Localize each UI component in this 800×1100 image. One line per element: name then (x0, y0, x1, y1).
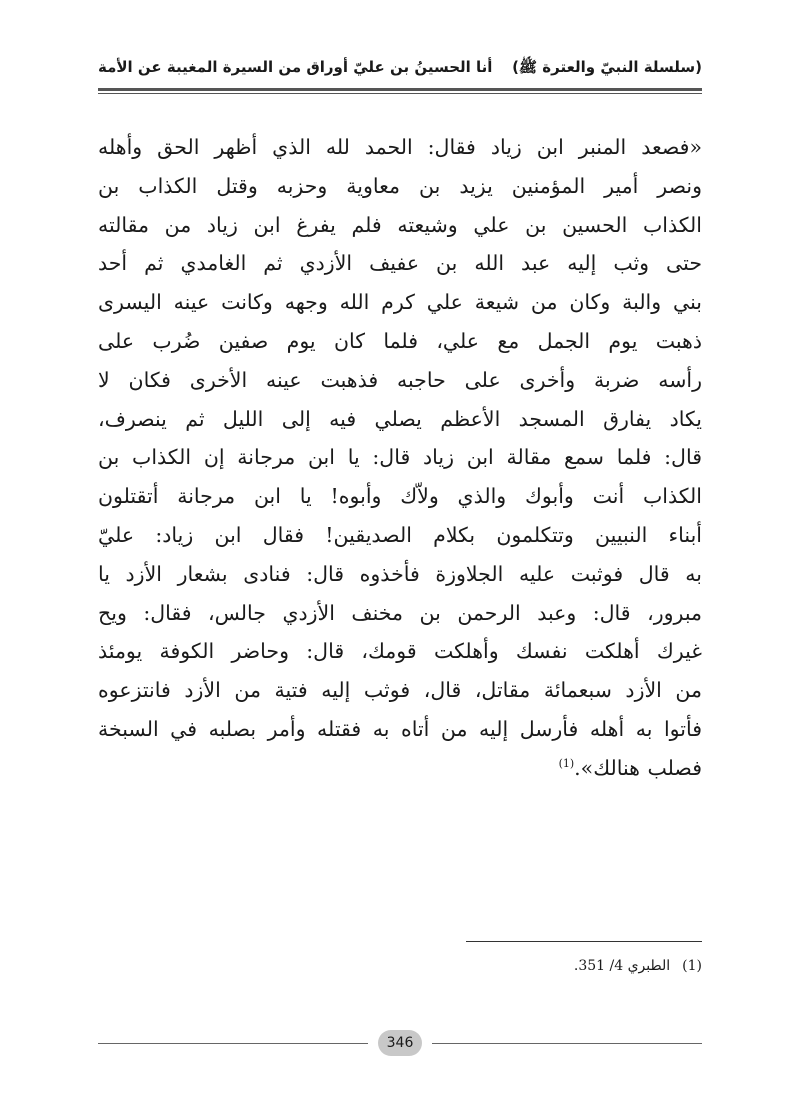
text-line: «فصعد المنبر ابن زياد فقال: الحمد لله الذي أظهر الحق وأهله (98, 135, 702, 159)
text-line: بني والبة وكان من شيعة علي كرم الله وجهه وكانت عينه اليسرى (98, 290, 702, 315)
text-line: ذهبت يوم الجمل مع علي، فلما كان يوم صفين ضُرب على (98, 328, 702, 353)
text-line: قال: فلما سمع مقالة ابن زياد قال: يا ابن مرجانة إن الكذاب بن (98, 445, 702, 470)
footnote-reference[interactable]: (1) (558, 756, 575, 770)
text-line: الكذاب الحسين بن علي وشيعته فلم يفرغ ابن زياد من مقالته (98, 212, 702, 237)
book-title: أنا الحسينُ بن عليّ أوراق من السيرة المغيبة عن الأمة (98, 58, 493, 76)
header-divider (98, 88, 702, 94)
text-line: رأسه ضربة وأخرى على حاجبه فذهبت عينه الأخرى فكان لا (98, 367, 702, 392)
text-line: غيرك أهلكت نفسك وأهلكت قومك، قال: وحاضر الكوفة يومئذ (98, 639, 702, 664)
text-line: من الأزد سبعمائة مقاتل، قال، فوثب إليه فتية من الأزد فانتزعوه (98, 678, 702, 703)
main-text (98, 128, 702, 788)
text-line: فأتوا به أهله فأرسل إليه من أتاه به فقتله وأمر بصلبه في السبخة (98, 716, 702, 741)
footer-rule-left (98, 1043, 368, 1044)
text-line: به قال فوثبت عليه الجلاوزة فأخذوه قال: فنادى بشعار الأزد يا (98, 561, 702, 586)
text-line: حتى وثب إليه عبد الله بن عفيف الأزدي ثم الغامدي ثم أحد (98, 251, 702, 276)
footnote-number: (1) (682, 958, 702, 974)
text-line: ونصر أمير المؤمنين يزيد بن معاوية وحزبه وقتل الكذاب بن (98, 173, 702, 198)
text-line: مبرور، قال: وعبد الرحمن بن مخنف الأزدي جالس، فقال: ويح (98, 600, 702, 625)
footer-rule-right (432, 1043, 702, 1044)
text-line: أبناء النبيين وتتكلمون بكلام الصديقين! فقال ابن زياد: عليّ (98, 522, 702, 547)
last-line-text: فصلب هنالك». (574, 755, 702, 780)
text-line: الكذاب أنت وأبوك والذي ولاّك وأبوه! يا ابن مرجانة أتقتلون (98, 484, 702, 509)
page-number: 346 (378, 1030, 422, 1056)
running-header (98, 50, 702, 86)
footnote (302, 958, 702, 974)
page-footer (98, 1030, 702, 1056)
text-line: يكاد يفارق المسجد الأعظم يصلي فيه إلى الليل ثم ينصرف، (98, 406, 702, 431)
footnote-text: الطبري 4/ 351. (573, 958, 671, 974)
footnote-divider (466, 941, 702, 942)
text-line-last (98, 749, 702, 788)
series-title: (سلسلة النبيّ والعترة ﷺ) (512, 58, 702, 76)
